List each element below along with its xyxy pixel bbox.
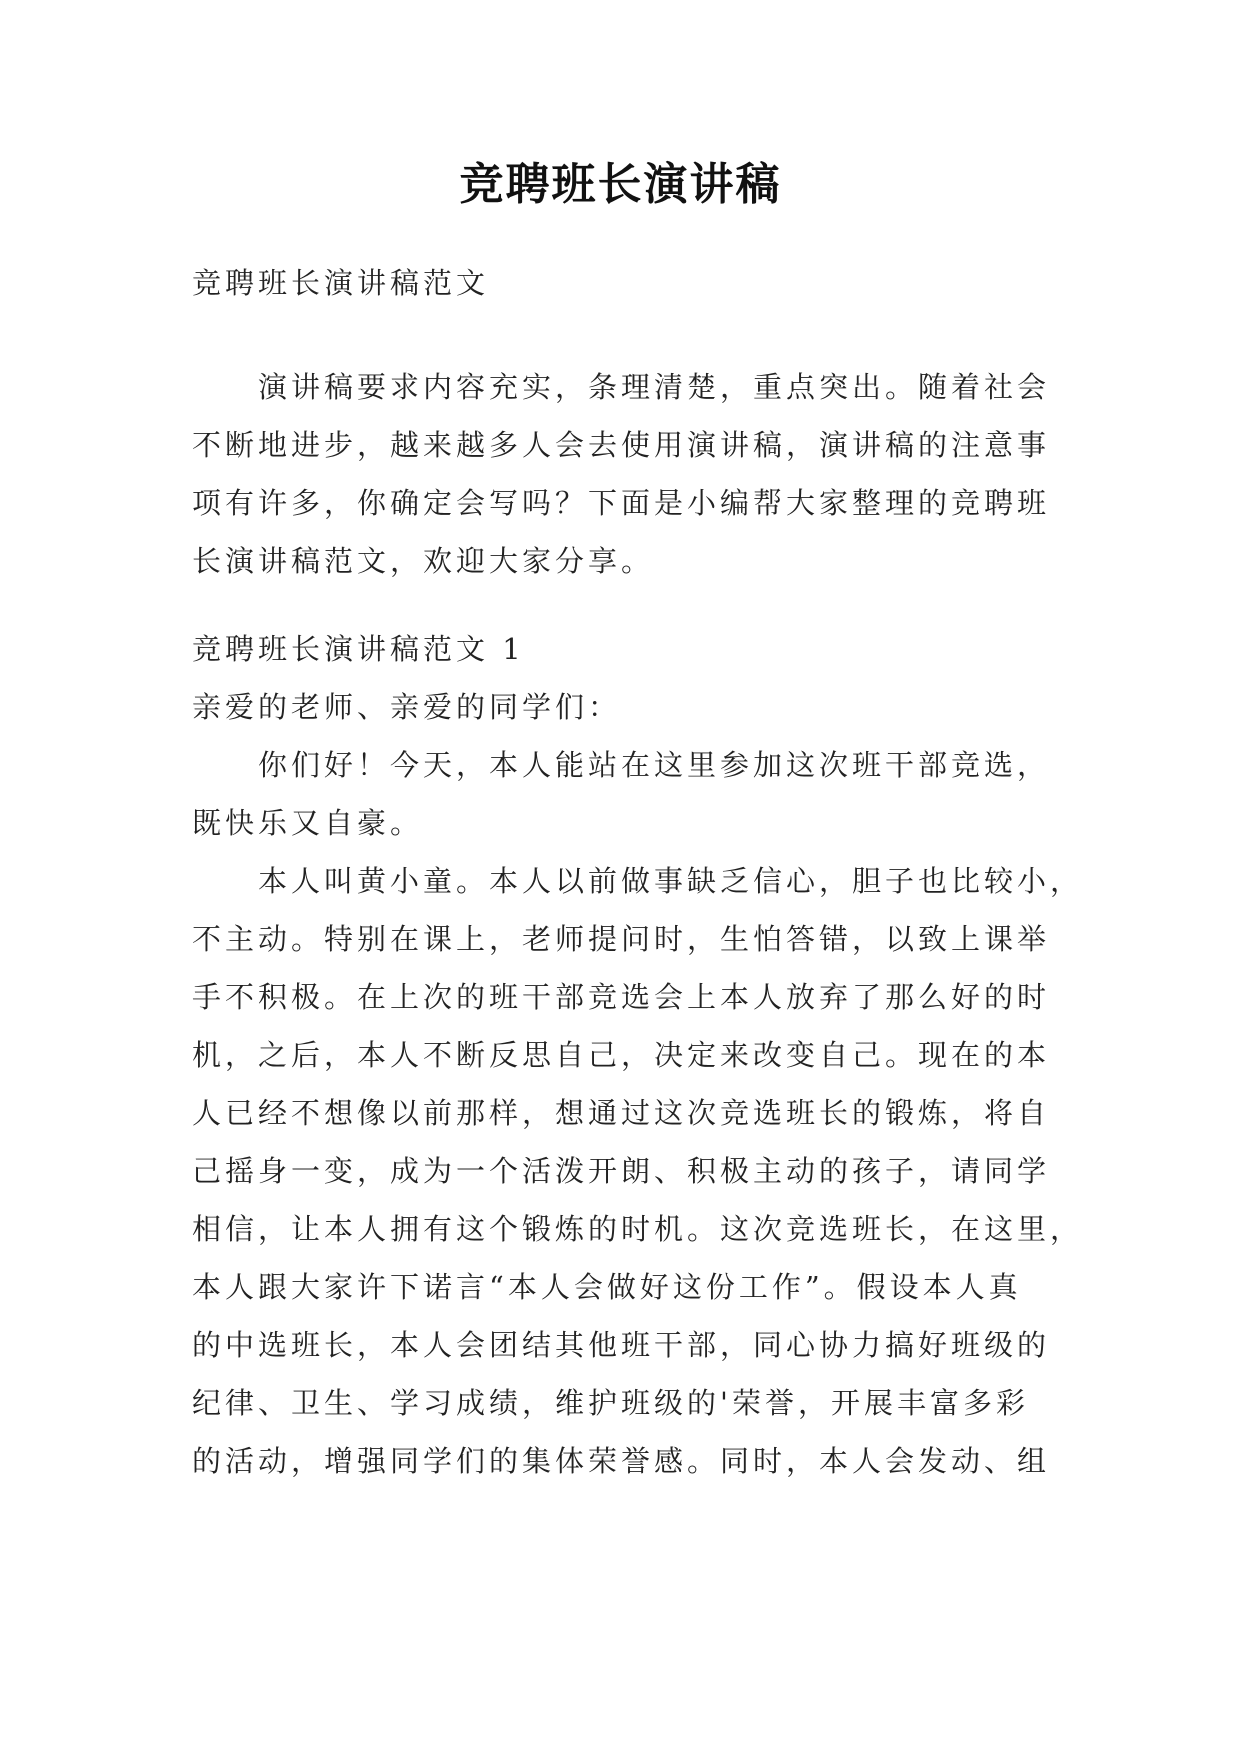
speech-body	[192, 620, 1084, 1490]
paragraph-line: 纪律、卫生、学习成绩，维护班级的'荣誉，开展丰富多彩	[192, 1386, 1029, 1420]
paragraph-line: 不断地进步，越来越多人会去使用演讲稿，演讲稿的注意事	[192, 428, 1051, 462]
subtitle-line: 竞聘班长演讲稿范文	[192, 266, 490, 300]
paragraph-line: 本人叫黄小童。本人以前做事缺乏信心，胆子也比较小，	[258, 864, 1084, 898]
paragraph-line: 长演讲稿范文，欢迎大家分享。	[192, 544, 655, 578]
paragraph-line: 的中选班长，本人会团结其他班干部，同心协力搞好班级的	[192, 1328, 1051, 1362]
paragraph-line: 人已经不想像以前那样，想通过这次竞选班长的锻炼，将自	[192, 1096, 1051, 1130]
paragraph-line: 演讲稿要求内容充实，条理清楚，重点突出。随着社会	[258, 370, 1051, 404]
paragraph-line: 相信，让本人拥有这个锻炼的时机。这次竞选班长，在这里，	[192, 1212, 1084, 1246]
paragraph-line: 不主动。特别在课上，老师提问时，生怕答错，以致上课举	[192, 922, 1051, 956]
paragraph-line: 既快乐又自豪。	[192, 806, 424, 840]
paragraph-line: 手不积极。在上次的班干部竞选会上本人放弃了那么好的时	[192, 980, 1051, 1014]
section-heading: 竞聘班长演讲稿范文 1	[192, 632, 525, 666]
paragraph-line: 本人跟大家许下诺言“本人会做好这份工作”。假设本人真	[192, 1270, 1022, 1304]
paragraph-line: 己摇身一变，成为一个活泼开朗、积极主动的孩子，请同学	[192, 1154, 1051, 1188]
intro-paragraph	[192, 358, 1062, 590]
paragraph-line: 你们好！今天，本人能站在这里参加这次班干部竞选，	[258, 748, 1051, 782]
document-subtitle	[192, 254, 1062, 312]
document-title: 竞聘班长演讲稿	[459, 159, 782, 210]
greeting-line: 亲爱的老师、亲爱的同学们：	[192, 690, 622, 724]
paragraph-line: 项有许多，你确定会写吗？下面是小编帮大家整理的竞聘班	[192, 486, 1051, 520]
paragraph-line: 机，之后，本人不断反思自己，决定来改变自己。现在的本	[192, 1038, 1051, 1072]
paragraph-line: 的活动，增强同学们的集体荣誉感。同时，本人会发动、组	[192, 1444, 1051, 1478]
